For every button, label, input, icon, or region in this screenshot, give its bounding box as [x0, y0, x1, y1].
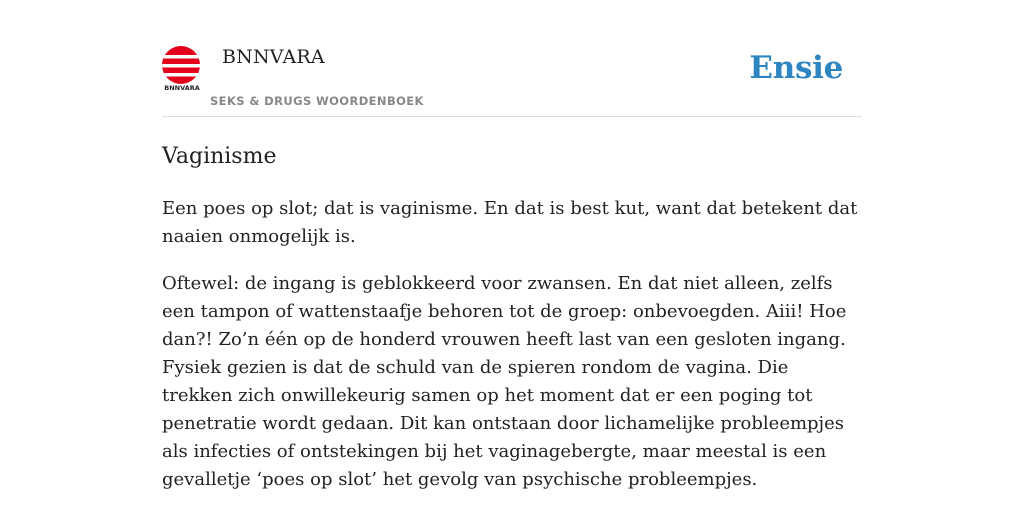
brand-name: BNNVARA	[222, 46, 325, 68]
logo-wordmark: BNNVARA	[164, 84, 200, 92]
header	[162, 0, 862, 117]
bnnvara-logo-icon[interactable]	[162, 46, 202, 92]
entry-paragraph-2: Oftewel: de ingang is geblokkeerd voor zwansen. En dat niet alleen, zelfs een tampon of wattenstaafje behoren tot de groep: onbevoegden. Aiii! Hoe dan?! Zo’n één op de honderd vrouwen heeft last van een gesloten ingang. Fysiek gezien is dat de schuld van de spieren rondom de vagina. Die trekken zich onwillekeurig samen op het moment dat er een poging tot penetratie wordt gedaan. Dit kan ontstaan door lichamelijke probleempjes als infecties of ontstekingen bij het vaginagebergte, maar meestal is een gevalletje ‘poes op slot’ het gevolg van psychische probleempjes.	[162, 273, 847, 490]
entry-paragraph-1: Een poes op slot; dat is vaginisme. En dat is best kut, want dat betekent dat naaien onmogelijk is.	[162, 198, 858, 247]
page	[162, 0, 862, 494]
dictionary-subtitle: SEKS & DRUGS WOORDENBOEK	[210, 94, 424, 108]
ensie-logo-link[interactable]: Ensie	[749, 50, 843, 86]
entry-title: Vaginisme	[162, 144, 277, 169]
